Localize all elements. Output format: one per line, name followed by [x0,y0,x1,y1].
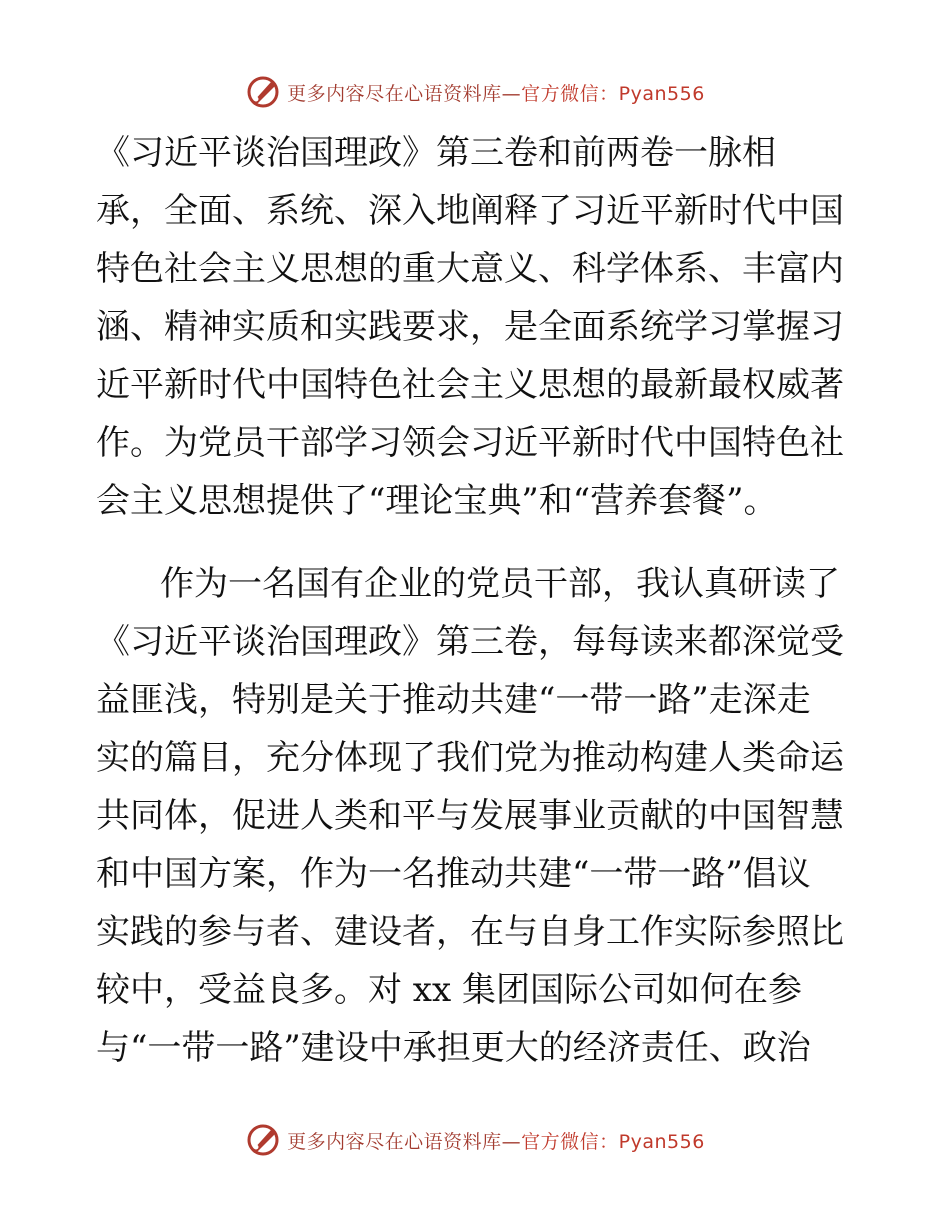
watermark-text: 更多内容尽在心语资料库—官方微信：Pyan556 [287,82,705,105]
text-line: 近平新时代中国特色社会主义思想的最新最权威著 [96,365,844,405]
text-line: 作为一名国有企业的党员干部，我认真研读了 [160,564,840,604]
text-line: 实的篇目，充分体现了我们党为推动构建人类命运 [96,738,844,778]
header-watermark [0,70,950,114]
document-body [96,124,856,1077]
text-line: 和中国方案，作为一名推动共建“一带一路”倡议 [96,854,811,894]
pen-logo-icon [245,1122,281,1158]
watermark-text: 更多内容尽在心语资料库—官方微信：Pyan556 [287,1130,705,1153]
text-line: 涵、精神实质和实践要求，是全面系统学习掌握习 [96,307,844,347]
paragraph-2 [96,555,856,1077]
paragraph-1 [96,124,856,530]
text-line: 实践的参与者、建设者，在与自身工作实际参照比 [96,912,844,952]
footer-watermark [0,1118,950,1162]
pen-logo-icon [245,74,281,110]
text-line: 特色社会主义思想的重大意义、科学体系、丰富内 [96,249,844,289]
text-line: 会主义思想提供了“理论宝典”和“营养套餐”。 [96,481,778,521]
text-line: 共同体，促进人类和平与发展事业贡献的中国智慧 [96,796,844,836]
text-line: 作。为党员干部学习领会习近平新时代中国特色社 [96,423,844,463]
text-line: 《习近平谈治国理政》第三卷和前两卷一脉相 [96,133,776,173]
text-line: 与“一带一路”建设中承担更大的经济责任、政治 [96,1028,811,1068]
text-line: 较中，受益良多。对 xx 集团国际公司如何在参 [96,970,802,1010]
text-line: 益匪浅，特别是关于推动共建“一带一路”走深走 [96,680,811,720]
text-line: 《习近平谈治国理政》第三卷，每每读来都深觉受 [96,622,844,662]
text-line: 承，全面、系统、深入地阐释了习近平新时代中国 [96,191,844,231]
